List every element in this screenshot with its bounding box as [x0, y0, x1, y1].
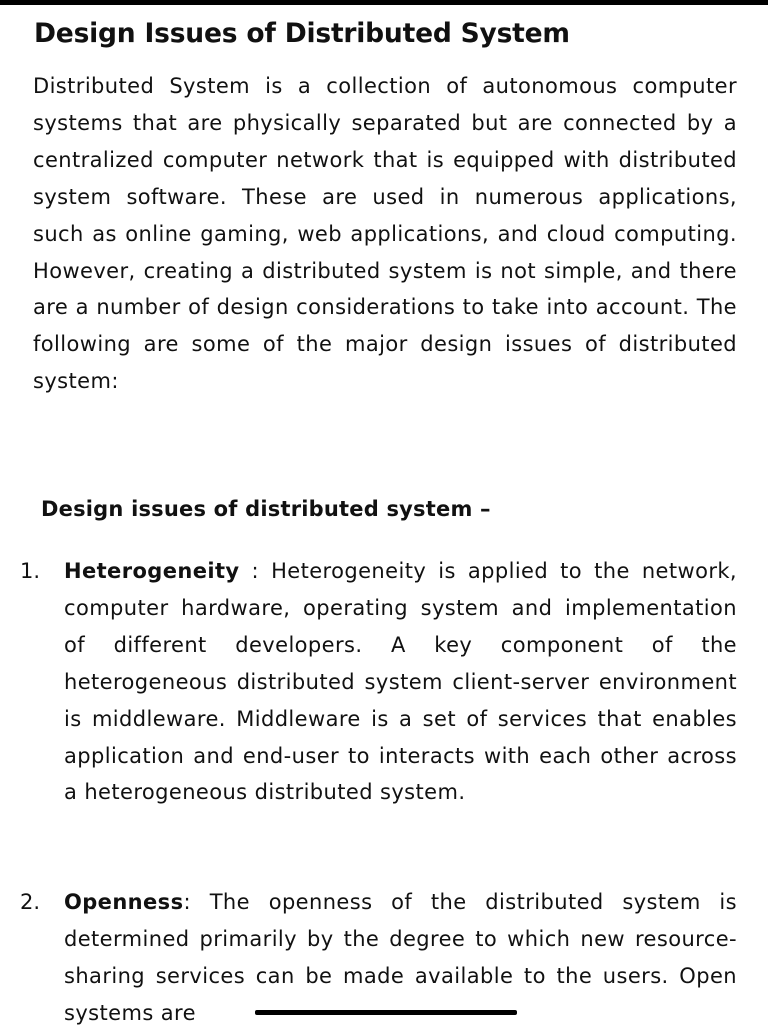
list-item-text: Heterogeneity is applied to the network, computer hardware, operating system and implementation of different developers. A key component of the heterogeneous distributed system client-server environment is middleware. Middleware is a set of services that enables application and end-user to interacts with each other across a heterogeneous distributed system. [64, 559, 737, 805]
intro-paragraph: Distributed System is a collection of autonomous computer systems that are physically separated but are connected by a centralized computer network that is equipped with distributed system software. These are used in numerous applications, such as online gaming, web applications, and cloud computing. However, creating a distributed system is not simple, and there are a number of design considerations to take into account. The following are some of the major design issues of distributed system: [33, 74, 737, 394]
page-title: Design Issues of Distributed System [34, 18, 570, 49]
list-item-number: 2. [20, 890, 41, 914]
list-item-text: The openness of the distributed system is determined primarily by the degree to which new resource-sharing services can be made available to the users. Open systems are [64, 890, 737, 1025]
list-item-body [64, 553, 737, 811]
list-item-term: Heterogeneity [64, 559, 240, 583]
list-item-separator: : [183, 890, 210, 914]
list-item-term: Openness [64, 890, 184, 914]
top-edge-bar [0, 0, 768, 5]
list-item-number: 1. [20, 559, 41, 583]
section-subheading: Design issues of distributed system – [41, 497, 491, 521]
list-item-separator: : [239, 559, 272, 583]
scroll-handle[interactable] [255, 1010, 517, 1015]
